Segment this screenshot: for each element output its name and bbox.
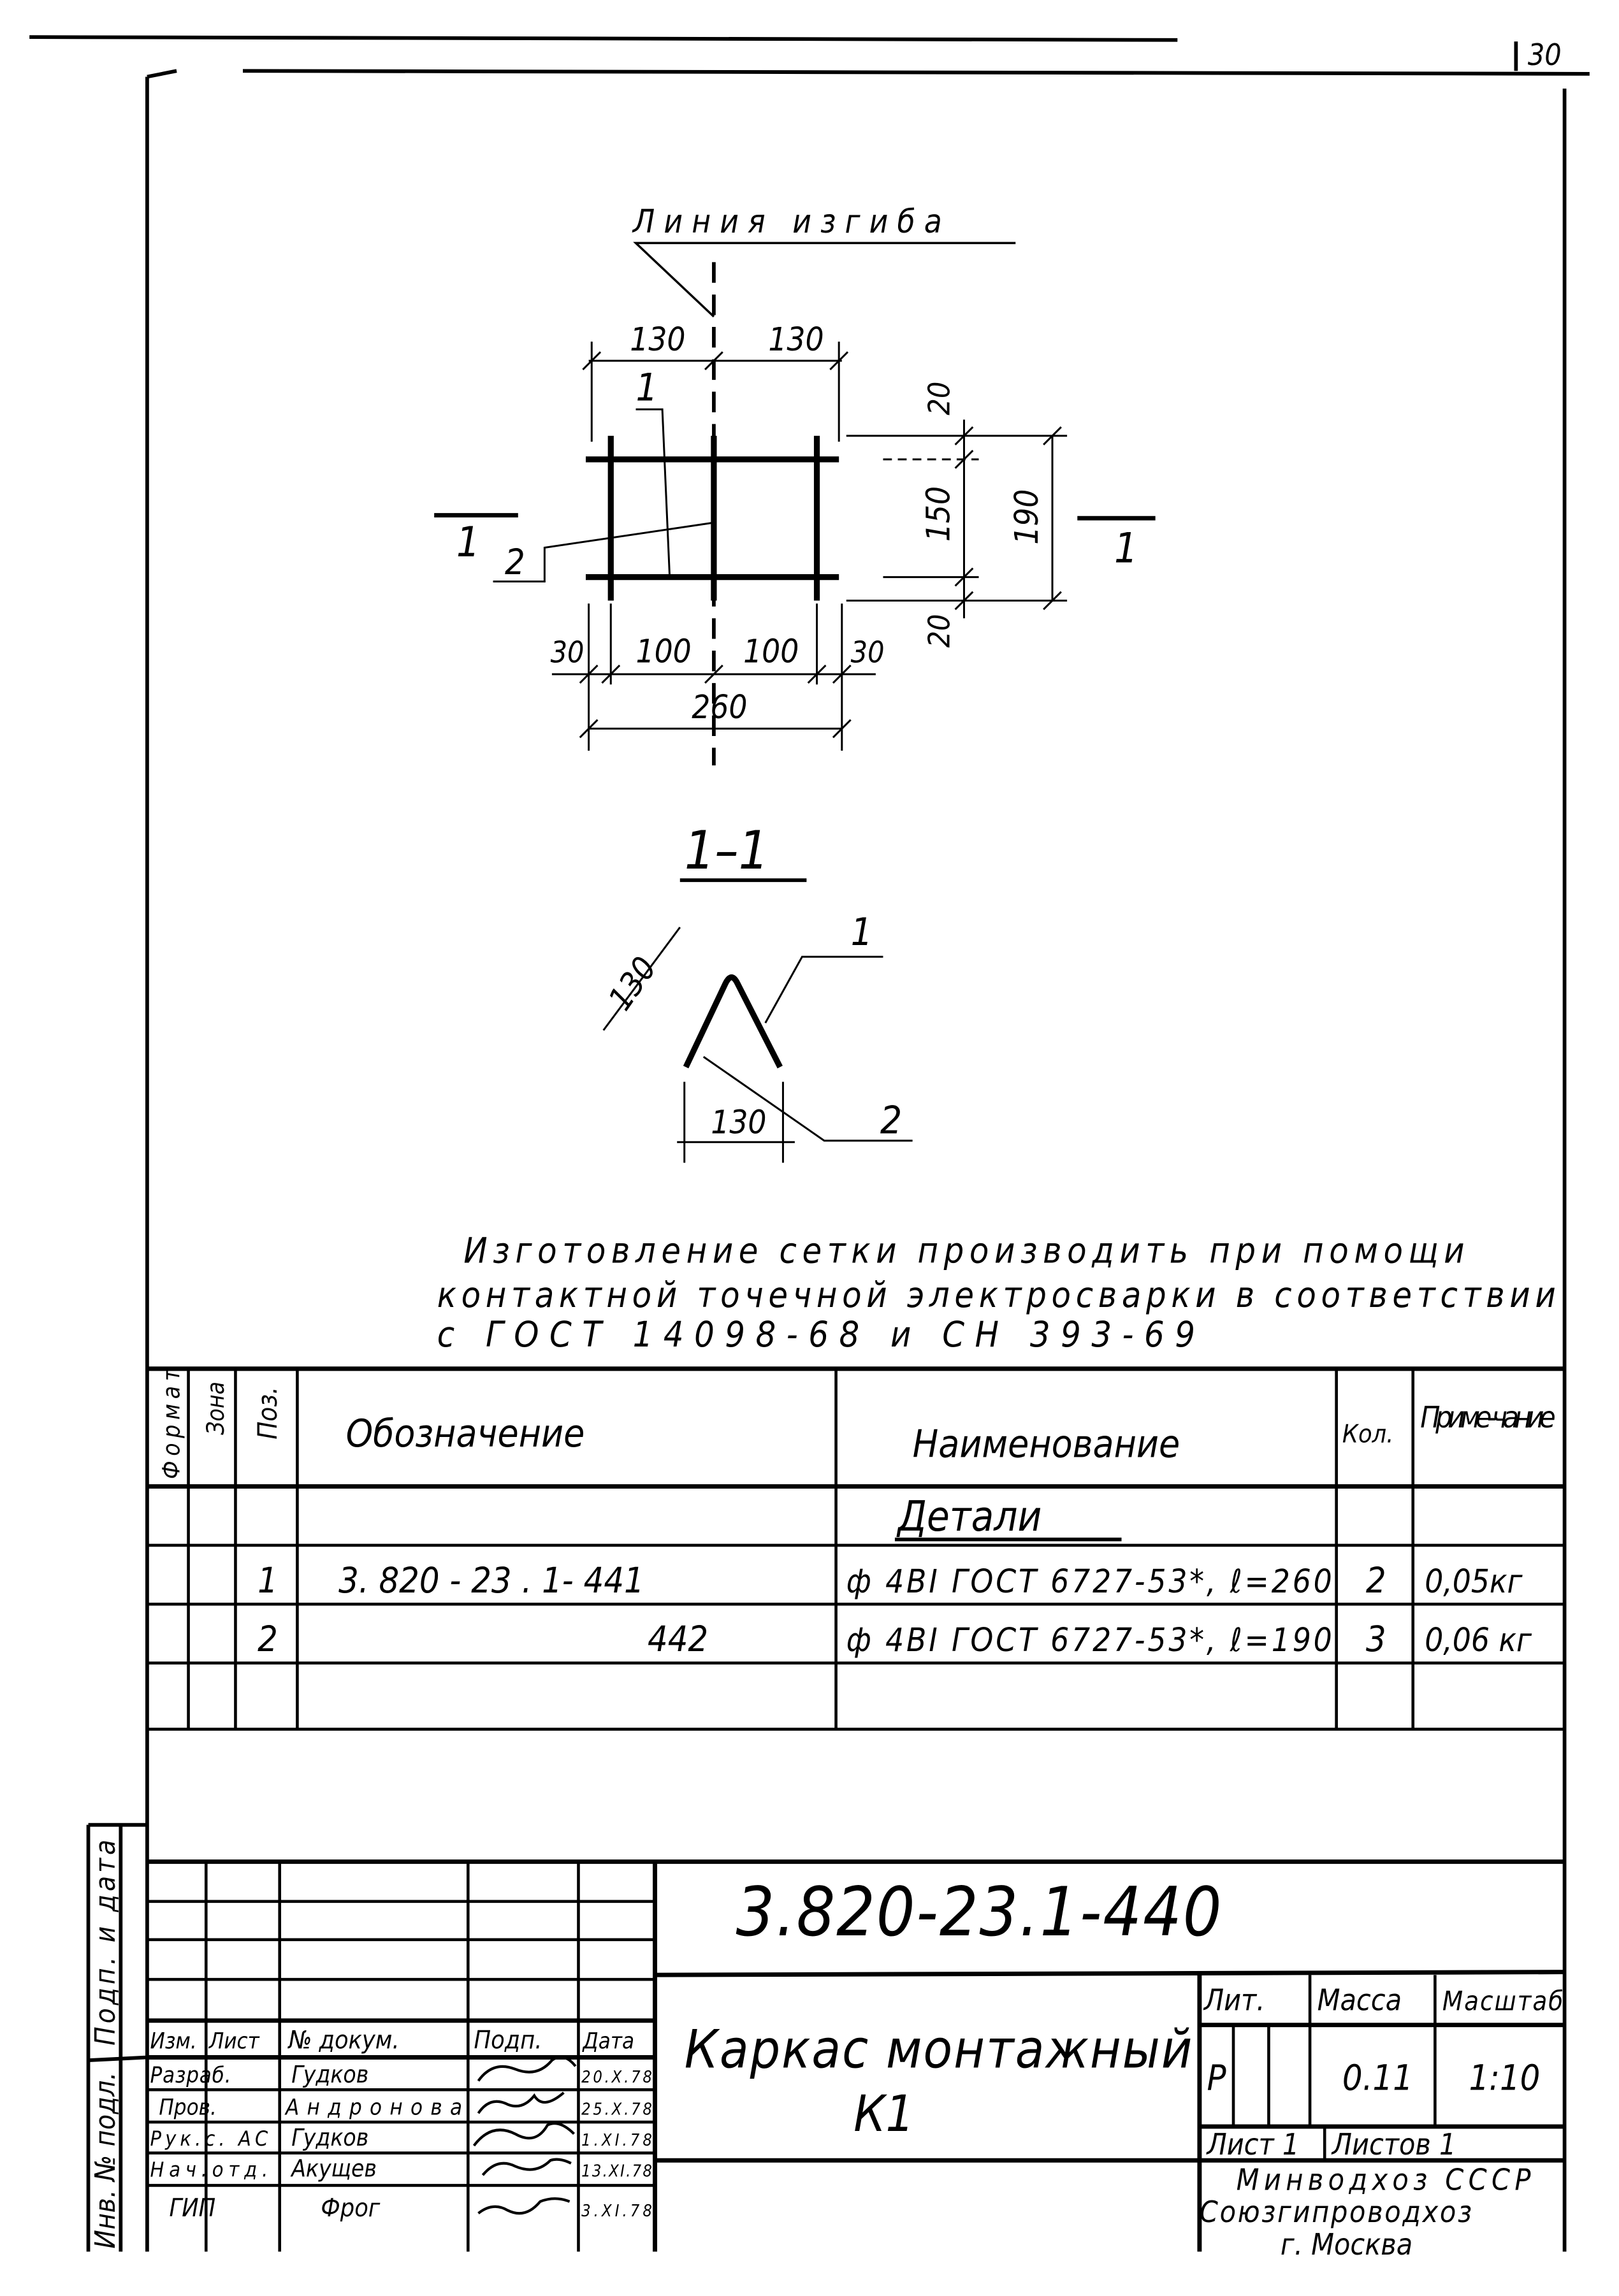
scale-value: 1:10 bbox=[1469, 2058, 1541, 2099]
dim-right-bottom: 20 bbox=[922, 614, 957, 648]
dim-bottom-2: 100 bbox=[635, 632, 692, 670]
row-name: ф 4ВI ГОСТ 6727-53*, ℓ=260 bbox=[846, 1562, 1332, 1600]
note-line-3: с ГОСТ 14098-68 и СН 393-69 bbox=[437, 1315, 1195, 1356]
staff-name: Гудков bbox=[291, 2060, 369, 2088]
dim-right-top: 20 bbox=[922, 381, 957, 415]
section-leader-2: 2 bbox=[880, 1098, 903, 1143]
sheet-label: Лист 1 bbox=[1207, 2126, 1300, 2162]
stamp-inv: Инв. № подл. bbox=[89, 2072, 122, 2249]
staff-name: Фрог bbox=[321, 2193, 381, 2223]
row-note: 0,05кг bbox=[1425, 1562, 1523, 1600]
org-line-1: Минводхоз СССР bbox=[1236, 2162, 1531, 2197]
dim-total-width: 260 bbox=[692, 688, 748, 726]
row-designation: 442 bbox=[648, 1619, 709, 1661]
col-doc: № докум. bbox=[288, 2026, 400, 2055]
staff-name: Андронова bbox=[285, 2095, 463, 2121]
rods bbox=[586, 436, 839, 601]
mesh-plan-view bbox=[434, 203, 1155, 765]
staff-date: 1.XI.78 bbox=[581, 2130, 652, 2150]
lit-label: Лит. bbox=[1203, 1982, 1265, 2018]
section-heading: Детали bbox=[897, 1492, 1042, 1541]
row-note: 0,06 кг bbox=[1425, 1621, 1532, 1659]
doc-code: 3.820-23.1-440 bbox=[736, 1872, 1222, 1952]
side-stamp bbox=[89, 1825, 147, 2252]
staff-row bbox=[150, 2124, 652, 2151]
mass-label: Масса bbox=[1317, 1982, 1402, 2018]
row-qty: 2 bbox=[1365, 1560, 1386, 1601]
table-row bbox=[258, 1619, 1532, 1660]
section-leader-1: 1 bbox=[850, 909, 873, 955]
section-mark-right: 1 bbox=[1114, 524, 1138, 573]
staff-date: 3.XI.78 bbox=[581, 2200, 652, 2220]
doc-subtitle: К1 bbox=[853, 2084, 915, 2143]
col-date: Дата bbox=[583, 2028, 635, 2054]
bend-line-label: Линия изгиба bbox=[632, 203, 942, 241]
sheet-number: 30 bbox=[1527, 38, 1562, 73]
header-name: Наименование bbox=[912, 1422, 1180, 1467]
dim-bottom-3: 100 bbox=[743, 632, 799, 670]
section-mark-left: 1 bbox=[456, 519, 480, 567]
dim-bottom-1: 30 bbox=[550, 635, 584, 670]
staff-date: 20.X.78 bbox=[581, 2067, 652, 2086]
spec-table bbox=[147, 1368, 1565, 1729]
header-note: Приме-чание bbox=[1420, 1400, 1556, 1435]
notes bbox=[437, 1231, 1556, 1356]
section-dim-bottom: 130 bbox=[711, 1103, 767, 1141]
stamp-sign-date: Подп. и дата bbox=[89, 1839, 122, 2046]
col-list: Лист bbox=[208, 2028, 259, 2054]
row-pos: 2 bbox=[258, 1619, 278, 1661]
col-sign: Подп. bbox=[474, 2026, 542, 2055]
doc-title: Каркас монтажный bbox=[684, 2018, 1193, 2081]
note-line-2: контактной точечной электросварки в соответствии bbox=[437, 1274, 1556, 1316]
row-name: ф 4ВI ГОСТ 6727-53*, ℓ=190 bbox=[846, 1621, 1332, 1659]
staff-role: Разраб. bbox=[150, 2062, 231, 2088]
mass-value: 0.11 bbox=[1342, 2058, 1413, 2099]
org-line-2: Союзгипроводхоз bbox=[1199, 2195, 1472, 2230]
section-view bbox=[601, 819, 913, 1163]
scale-label: Масштаб bbox=[1442, 1985, 1564, 2017]
header-format: Формат bbox=[157, 1368, 185, 1480]
lit-value: Р bbox=[1207, 2058, 1226, 2099]
sheets-label: Листов 1 bbox=[1332, 2126, 1456, 2162]
staff-name: Акущев bbox=[291, 2155, 377, 2183]
staff-date: 25.X.78 bbox=[581, 2099, 652, 2119]
dim-right-mid: 150 bbox=[919, 486, 957, 542]
staff-role: Нач.отд. bbox=[150, 2157, 268, 2182]
table-row bbox=[258, 1561, 1523, 1601]
staff-role: Рук.с. АС bbox=[150, 2126, 268, 2151]
dim-top-right: 130 bbox=[768, 320, 824, 358]
header-qty: Кол. bbox=[1342, 1420, 1394, 1449]
section-title: 1–1 bbox=[684, 819, 769, 881]
section-dim-slant: 130 bbox=[600, 949, 664, 1017]
staff-role: Пров. bbox=[159, 2095, 217, 2121]
staff-name: Гудков bbox=[291, 2124, 369, 2152]
dim-right-total: 190 bbox=[1007, 489, 1045, 545]
header-pos: Поз. bbox=[252, 1386, 284, 1440]
staff-row bbox=[150, 2061, 652, 2088]
header-designation: Обозначение bbox=[345, 1412, 585, 1457]
position-label-2: 2 bbox=[505, 542, 525, 583]
note-line-1: Изготовление сетки производить при помощи bbox=[463, 1231, 1465, 1272]
staff-row bbox=[150, 2155, 652, 2183]
staff-role: ГИП bbox=[169, 2193, 216, 2223]
col-izm: Изм. bbox=[150, 2028, 197, 2054]
header-zone: Зона bbox=[201, 1382, 229, 1435]
position-label-1: 1 bbox=[635, 365, 658, 410]
dim-top-left: 130 bbox=[630, 320, 686, 358]
staff-date: 13.XI.78 bbox=[581, 2161, 652, 2181]
signatures bbox=[474, 2057, 576, 2213]
row-designation: 3. 820 - 23 . 1- 441 bbox=[338, 1560, 644, 1601]
org-line-3: г. Москва bbox=[1280, 2227, 1413, 2262]
row-pos: 1 bbox=[258, 1560, 278, 1601]
row-qty: 3 bbox=[1365, 1619, 1386, 1661]
dim-bottom-4: 30 bbox=[850, 635, 885, 670]
title-block bbox=[147, 1861, 1565, 2262]
